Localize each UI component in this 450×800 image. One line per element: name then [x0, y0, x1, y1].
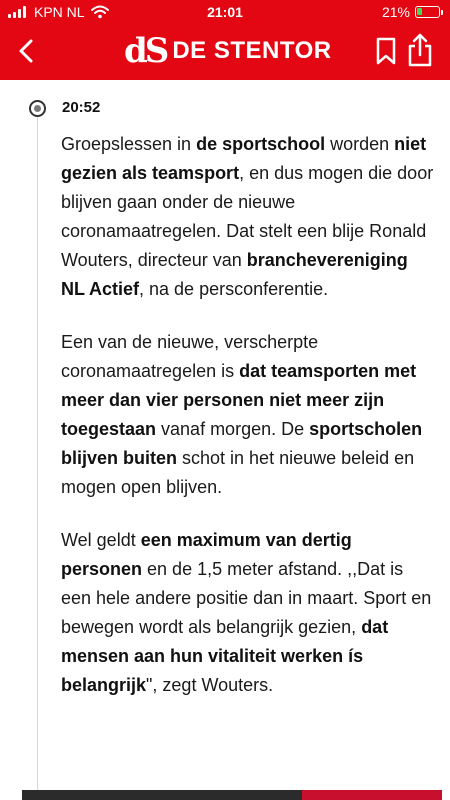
text: Groepslessen in: [61, 134, 197, 154]
bold-text: dat mensen aan hun vitaliteit werken ís belangrijk: [61, 617, 389, 695]
text: ", zegt Wouters.: [146, 675, 274, 695]
bold-text: de sportschool: [196, 134, 326, 154]
text: vanaf morgen. De: [156, 419, 310, 439]
status-right: [382, 4, 440, 20]
bold-text: branchevereniging NL Actief: [61, 250, 408, 299]
status-time: 21:01: [207, 4, 243, 20]
text: Een van de nieuwe, verscherpte coronamaatregelen is: [61, 332, 319, 381]
battery-icon: [415, 6, 440, 18]
app-header: [0, 0, 450, 80]
carrier-name: KPN NL: [34, 4, 85, 20]
text: , en dus mogen die door blijven gaan onder de nieuwe coronamaatregelen. Dat stelt een blije Ronald Wouters, directeur van: [61, 163, 434, 270]
bold-text: een maximum van dertig personen: [61, 530, 352, 579]
bookmark-icon[interactable]: [373, 36, 399, 66]
bold-text: dat teamsporten met meer dan vier personen niet meer zijn toegestaan: [61, 361, 417, 439]
bold-text: niet gezien als teamsport: [61, 134, 427, 183]
post-paragraph-1: [61, 130, 436, 304]
nav-bar: [0, 28, 450, 74]
logo: [124, 31, 332, 71]
logo-text: DE STENTOR: [172, 37, 332, 64]
share-icon[interactable]: [405, 32, 435, 68]
post-paragraph-2: [61, 328, 436, 502]
text: Wel geldt: [61, 530, 141, 550]
text: schot in het nieuwe beleid en mogen open blijven.: [61, 448, 415, 497]
post-paragraph-3: [61, 526, 436, 700]
timeline-dot-icon: [29, 100, 46, 117]
next-item-preview[interactable]: [22, 790, 442, 800]
bold-text: sportscholen blijven buiten: [61, 419, 423, 468]
battery-percent: 21%: [381, 4, 410, 20]
status-bar: [0, 0, 450, 24]
text: worden: [325, 134, 395, 154]
timeline-line: [37, 112, 38, 800]
chevron-left-icon[interactable]: [10, 34, 44, 68]
logo-mark: dS: [124, 31, 167, 71]
liveblog-post-body: [61, 130, 436, 724]
text: en de 1,5 meter afstand. ,,Dat is een hele andere positie dan in maart. Sport en bewegen wordt als belangrijk gezien,: [61, 559, 432, 637]
post-time: 20:52: [62, 99, 101, 116]
battery-fill: [417, 8, 422, 15]
text: , na de persconferentie.: [139, 279, 329, 299]
